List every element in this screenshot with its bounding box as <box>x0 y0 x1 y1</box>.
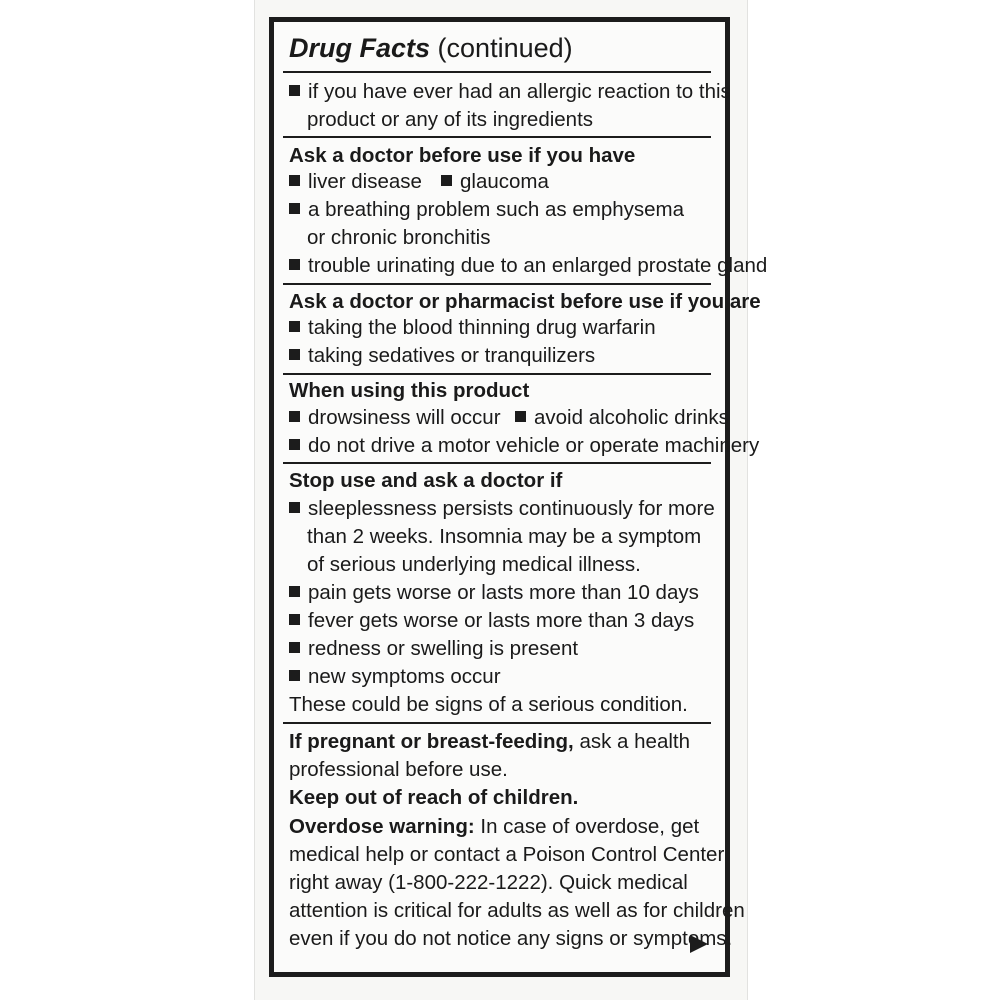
square-bullet-icon <box>289 670 300 681</box>
breathing-line1: a breathing problem such as emphysema <box>308 198 685 221</box>
ask-pharmacist-item-sedatives <box>289 343 595 369</box>
allergy-item-cont <box>307 107 593 133</box>
ask-doctor-heading: Ask a doctor before use if you have <box>289 144 636 167</box>
pregnant-line2: professional before use. <box>289 758 508 781</box>
continue-arrow-icon <box>690 935 708 953</box>
alcohol-label: avoid alcoholic drinks <box>534 406 729 429</box>
stop-use-item-sleep <box>289 496 715 522</box>
allergy-item-line1: if you have ever had an allergic reaction to this <box>308 80 731 103</box>
square-bullet-icon <box>289 642 300 653</box>
square-bullet-icon <box>289 85 300 96</box>
stop-use-item-sleep-cont2 <box>307 524 701 550</box>
pregnant-bold: If pregnant or breast-feeding, <box>289 730 574 753</box>
pregnant-line1 <box>289 729 690 755</box>
ask-pharmacist-item-warfarin <box>289 315 656 341</box>
divider-ask-pharmacist <box>283 373 711 375</box>
when-using-heading: When using this product <box>289 379 530 402</box>
sleep-line3: of serious underlying medical illness. <box>307 553 641 576</box>
square-bullet-icon <box>289 502 300 513</box>
liver-label: liver disease <box>308 170 422 193</box>
urinating-label: trouble urinating due to an enlarged prostate gland <box>308 254 768 277</box>
redness-label: redness or swelling is present <box>308 637 579 660</box>
stop-use-heading: Stop use and ask a doctor if <box>289 469 563 492</box>
square-bullet-icon <box>289 586 300 597</box>
children-heading: Keep out of reach of children. <box>289 786 579 809</box>
fever-label: fever gets worse or lasts more than 3 days <box>308 609 695 632</box>
stop-use-item-new <box>289 664 501 690</box>
overdose-line2: medical help or contact a Poison Control Center <box>289 843 725 866</box>
divider-ask-doctor <box>283 283 711 285</box>
sleep-line2: than 2 weeks. Insomnia may be a symptom <box>307 525 702 548</box>
sedatives-label: taking sedatives or tranquilizers <box>308 344 596 367</box>
square-bullet-icon <box>289 349 300 360</box>
warfarin-label: taking the blood thinning drug warfarin <box>308 316 656 339</box>
ask-doctor-item-glaucoma <box>441 169 549 195</box>
overdose-bold: Overdose warning: <box>289 815 475 838</box>
overdose-line5: even if you do not notice any signs or symptoms. <box>289 927 733 950</box>
title-drug-facts: Drug Facts <box>289 33 431 63</box>
divider-stop-use <box>283 722 711 724</box>
stop-use-item-sleep-cont3 <box>307 552 641 578</box>
divider-title <box>283 71 711 73</box>
overdose-line1 <box>289 814 699 840</box>
overdose-line3: right away (1-800-222-1222). Quick medical <box>289 871 688 894</box>
square-bullet-icon <box>289 175 300 186</box>
drive-label: do not drive a motor vehicle or operate machinery <box>308 434 760 457</box>
ask-doctor-item-breathing-cont <box>307 225 490 251</box>
drug-facts-title <box>289 31 573 65</box>
drowsiness-label: drowsiness will occur <box>308 406 501 429</box>
glaucoma-label: glaucoma <box>460 170 549 193</box>
when-using-item-drive <box>289 433 759 459</box>
square-bullet-icon <box>289 259 300 270</box>
divider-allergy <box>283 136 711 138</box>
title-continued: (continued) <box>437 33 573 63</box>
overdose-text1: In case of overdose, get <box>480 815 700 838</box>
square-bullet-icon <box>289 439 300 450</box>
ask-doctor-item-urinating <box>289 253 767 279</box>
square-bullet-icon <box>289 411 300 422</box>
pregnant-text1: ask a health <box>579 730 691 753</box>
stop-use-item-pain <box>289 580 699 606</box>
square-bullet-icon <box>289 203 300 214</box>
pain-label: pain gets worse or lasts more than 10 days <box>308 581 699 604</box>
ask-doctor-item-breathing <box>289 197 684 223</box>
stop-use-footer: These could be signs of a serious condition. <box>289 693 688 716</box>
allergy-item <box>289 79 731 105</box>
new-symptoms-label: new symptoms occur <box>308 665 501 688</box>
overdose-line4: attention is critical for adults as well as for children <box>289 899 745 922</box>
divider-when-using <box>283 462 711 464</box>
stop-use-item-fever <box>289 608 694 634</box>
square-bullet-icon <box>441 175 452 186</box>
square-bullet-icon <box>289 614 300 625</box>
when-using-item-drowsiness <box>289 405 501 431</box>
square-bullet-icon <box>515 411 526 422</box>
square-bullet-icon <box>289 321 300 332</box>
when-using-item-alcohol <box>515 405 729 431</box>
breathing-line2: or chronic bronchitis <box>307 226 491 249</box>
sleep-line1: sleeplessness persists continuously for more <box>308 497 715 520</box>
ask-doctor-item-liver <box>289 169 422 195</box>
ask-pharmacist-heading: Ask a doctor or pharmacist before use if you are <box>289 290 761 313</box>
allergy-item-line2: product or any of its ingredients <box>307 108 594 131</box>
stop-use-item-redness <box>289 636 578 662</box>
